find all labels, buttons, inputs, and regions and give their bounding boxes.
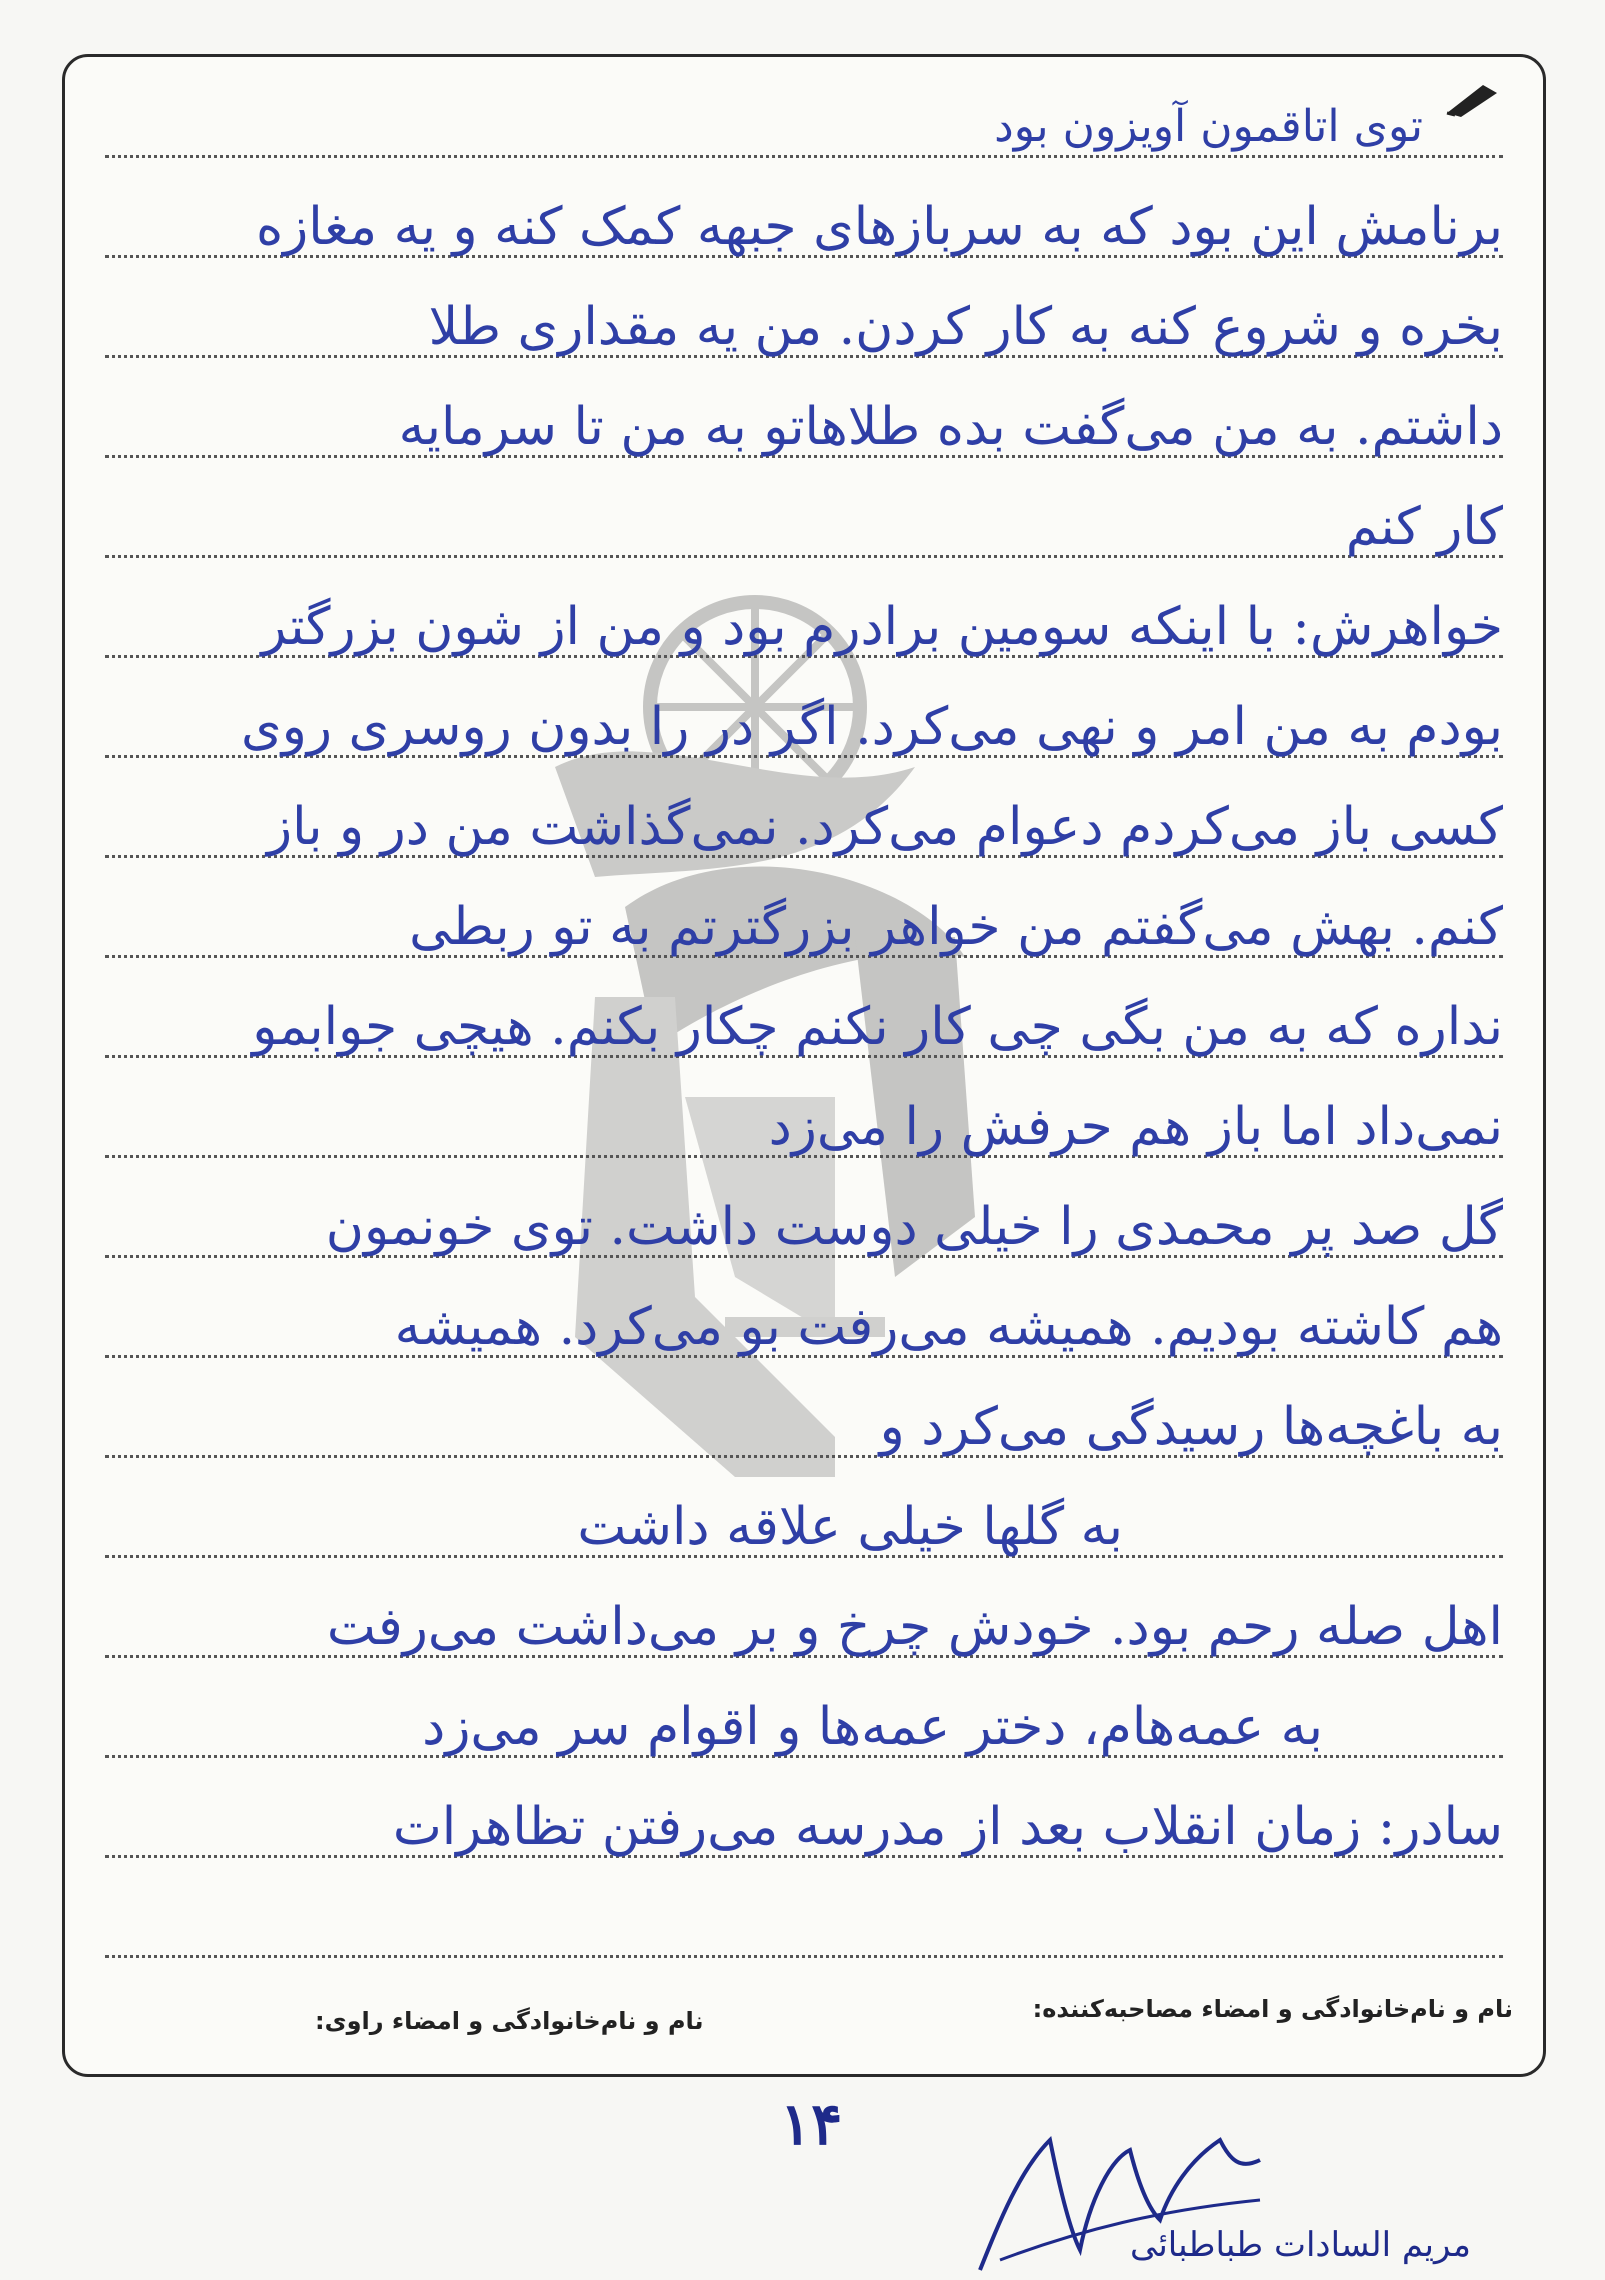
handwritten-line: نداره که به من بگی چی کار نکنم چکار بکنم. هیچی جوابمو xyxy=(252,997,1503,1057)
ruled-line xyxy=(105,1955,1503,1958)
handwritten-line: به عمه‌هام، دختر عمه‌ها و اقوام سر می‌زد xyxy=(422,1697,1323,1757)
handwritten-line: بودم به من امر و نهی می‌کرد. اگر در را بدون روسری روی xyxy=(241,697,1503,757)
handwritten-line: خواهرش: با اینکه سومین برادرم بود و من از شون بزرگتر xyxy=(261,597,1503,657)
signature-name: مریم السادات طباطبائی xyxy=(1130,2225,1471,2265)
interviewer-signature-label: نام و نام‌خانوادگی و امضاء مصاحبه‌کننده: xyxy=(1032,1995,1513,2023)
page-number: ۱۴ xyxy=(780,2090,843,2158)
handwritten-line: کسی باز می‌کردم دعوام می‌کرد. نمی‌گذاشت من در و باز xyxy=(267,797,1503,857)
handwritten-line: کنم. بهش می‌گفتم من خواهر بزرگترتم به تو ربطی xyxy=(409,897,1503,957)
handwritten-line: برنامش این بود که به سربازهای جبهه کمک کنه و یه مغازه xyxy=(255,197,1503,257)
narrator-signature-label: نام و نام‌خانوادگی و امضاء راوی: xyxy=(315,2007,704,2035)
pen-icon xyxy=(1443,79,1503,119)
handwritten-line: به گلها خیلی علاقه داشت xyxy=(577,1497,1123,1557)
handwritten-line: گل صد پر محمدی را خیلی دوست داشت. توی خونمون xyxy=(325,1197,1503,1257)
handwritten-line: هم کاشته بودیم. همیشه می‌رفت بو می‌کرد. همیشه xyxy=(394,1297,1503,1357)
handwritten-line: داشتم. به من می‌گفت بده طلاهاتو به من تا سرمایه xyxy=(398,397,1503,457)
handwritten-line: کار کنم xyxy=(1345,497,1503,557)
handwritten-line: اهل صله رحم بود. خودش چرخ و بر می‌داشت می‌رفت xyxy=(326,1597,1503,1657)
handwritten-line: نمی‌داد اما باز هم حرفش را می‌زد xyxy=(768,1097,1503,1157)
page-frame xyxy=(62,54,1546,2077)
handwritten-line: به باغچه‌ها رسیدگی می‌کرد و xyxy=(879,1397,1503,1457)
handwritten-line: سادر: زمان انقلاب بعد از مدرسه می‌رفتن تظاهرات xyxy=(392,1797,1503,1857)
handwritten-line: بخره و شروع کنه به کار کردن. من یه مقداری طلا xyxy=(428,297,1503,357)
handwritten-line: توی اتاقمون آویزون بود xyxy=(994,101,1423,152)
